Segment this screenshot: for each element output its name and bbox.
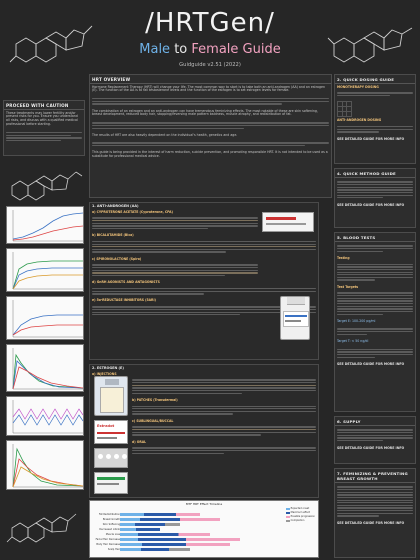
aa-lines-b <box>90 238 318 257</box>
more-info-link[interactable]: SEE DETAILED GUIDE FOR MORE INFO <box>337 136 405 141</box>
timeline-row-label: Decreased Libido <box>99 528 120 531</box>
product-cpa-box <box>262 212 314 232</box>
overview-p4: This guide is being provided in the interest of harm reduction, suicide prevention, and promoting responsible HRT. It is not intended to be used as a substitute for professional medical advice. <box>92 150 328 159</box>
aa-sub-bica: b) BICALUTAMIDE (Bica) <box>92 233 134 238</box>
timeline-row-label: Fat Redistribution <box>99 513 120 516</box>
mono-dose-table <box>337 101 352 117</box>
timeline-bar <box>120 528 160 531</box>
supply-panel <box>334 416 416 464</box>
progesterone-lines <box>335 483 415 520</box>
caution-panel <box>3 100 85 156</box>
blood-lines-1 <box>335 242 415 255</box>
overview-p2: The combination of an estrogen and an anti-androgen can have tremendous feminizing effects. The most notable of these are skin softening, breast development, reduced body hair, stopping/reversing male pattern baldness, muscle atrophy, and redistribution of fat. <box>92 108 318 117</box>
aa-title: 1. ANTI-ANDROGEN (AA) <box>92 204 139 208</box>
progesterone-panel <box>334 468 416 558</box>
molecule-cpa-icon <box>6 160 84 204</box>
e-title: 2. ESTROGEN (E) <box>92 366 124 370</box>
aa-sub-cpa: a) CYPROTERONE ACETATE (Cyproterone, CPA) <box>92 209 173 214</box>
more-info-link[interactable]: SEE DETAILED GUIDE FOR MORE INFO <box>337 362 405 367</box>
subtitle-mid: to <box>174 42 188 57</box>
timeline-bar <box>120 523 180 526</box>
chart-estradiol-cycle <box>6 396 84 436</box>
e-sub-oral: d) ORAL <box>132 439 147 444</box>
blood-lines-3 <box>335 289 415 318</box>
overview-lines-3 <box>90 139 331 150</box>
more-info-link[interactable]: SEE DETAILED GUIDE FOR MORE INFO <box>337 521 405 526</box>
timeline-bar <box>120 533 210 536</box>
timeline-row-label: Body Hair Decrease <box>96 543 120 546</box>
quick-method-lines <box>335 178 415 202</box>
aa-dosing-lines <box>335 123 415 136</box>
aa-lines-a <box>90 214 260 233</box>
aa-sub-gnrh: d) GnRH AGONISTS AND ANTAGONISTS <box>92 280 160 285</box>
timeline-bar <box>120 518 220 521</box>
mono-title: MONOTHERAPY DOSING <box>337 84 379 89</box>
aa-sub-5ari: e) 5α-REDUCTASE INHIBITORS (5ARi) <box>92 298 156 303</box>
molecule-estradiol-icon <box>6 494 84 550</box>
overview-panel <box>89 74 332 198</box>
e-lines-b <box>130 402 318 418</box>
legend-item-onset: Expected onset <box>286 507 315 510</box>
more-info-link[interactable]: SEE DETAILED GUIDE FOR MORE INFO <box>337 202 405 207</box>
timeline-bar <box>120 513 200 516</box>
aa-sub-spiro: c) SPIRONOLACTONE (Spiro) <box>92 256 142 261</box>
molecule-left-icon <box>8 4 96 70</box>
product-estradot-box <box>94 420 128 444</box>
blood-sub-targets: Test Targets <box>337 284 359 289</box>
mono-lines <box>335 89 415 100</box>
hrt-timeline-chart <box>89 500 319 558</box>
blood-title: 5. BLOOD TESTS <box>335 233 415 242</box>
blood-sub-testing: Testing <box>337 255 350 260</box>
overview-title: HRT OVERVIEW <box>90 75 331 84</box>
caution-title: PROCEED WITH CAUTION <box>4 101 84 110</box>
e-sub-sublingual: c) SUBLINGUAL/BUCCAL <box>132 418 174 423</box>
blood-lines-5 <box>335 345 415 361</box>
version-label: Guidguide v2.51 (2022) <box>179 62 241 68</box>
overview-p1: Hormone Replacement Therapy (HRT) will change your life. The most common way to start is to take both an anti-androgen (AA) and an estrogen (E). The function of the AA is to fall testosterone levels and the function of the estrogen is to set estrogen levels for female. <box>92 84 325 93</box>
product-spiro-bottle <box>280 296 310 340</box>
legend-item-max: Maximum effect <box>286 511 315 514</box>
caution-text: These treatments may lower fertility and/or present risks for you. Ensure you understand all risks, and discuss with a qualified medical professional before starting. <box>6 110 78 127</box>
chart-estradiol-injection <box>6 344 84 392</box>
page-title: /HRTGen/ <box>145 8 275 38</box>
timeline-bar <box>120 543 230 546</box>
product-pill-strip <box>94 448 128 468</box>
more-info-link[interactable]: SEE DETAILED GUIDE FOR MORE INFO <box>337 445 405 450</box>
timeline-row-label: Breast Growth <box>102 518 120 521</box>
timeline-row-label: Scalp Hair <box>107 548 120 551</box>
molecule-right-icon <box>324 4 416 70</box>
chart-spiro-levels <box>6 296 84 340</box>
quick-method-panel <box>334 168 416 228</box>
blood-lines-4 <box>335 325 415 338</box>
supply-lines <box>335 426 415 445</box>
timeline-row-label: Muscle Loss <box>105 533 120 536</box>
timeline-title: MTF HRT Effect Timeline <box>185 502 223 506</box>
chart-bica-levels <box>6 248 84 292</box>
legend-item-progression: Possible progression <box>286 515 315 518</box>
chart-sublingual <box>6 440 84 490</box>
overview-lines-1 <box>90 95 331 108</box>
chart-aa-levels <box>6 206 84 244</box>
progesterone-title: 7. FEMINIZING & PREVENTING BREAST GROWTH <box>335 469 415 483</box>
supply-title: 6. SUPPLY <box>335 417 415 426</box>
caution-lines <box>4 129 84 145</box>
timeline-legend <box>286 507 315 523</box>
aa-lines-c <box>90 261 260 280</box>
timeline-bar <box>120 538 240 541</box>
e-lines-d <box>130 444 318 457</box>
e-sub-injections: a) INJECTIONS <box>92 371 117 376</box>
legend-item-completion: Completion <box>286 519 315 522</box>
subtitle-male: Male <box>139 42 171 57</box>
e-lines-c <box>130 423 318 439</box>
estradot-label: Estradot <box>97 424 115 428</box>
product-vial <box>94 376 128 416</box>
overview-p3: The results of HRT are also heavily dependent on the individual's health, genetics and age. <box>92 132 238 137</box>
product-oral-box <box>94 472 128 494</box>
e-lines-a <box>130 376 318 397</box>
e-sub-patches: b) PATCHES (Transdermal) <box>132 397 178 402</box>
subtitle-female: Female Guide <box>191 42 281 57</box>
target-testosterone: Target T: < 50 ng/dl <box>337 338 369 343</box>
timeline-row-label: Facial Hair Decrease <box>95 538 120 541</box>
target-estradiol: Target E: 100-200 pg/ml <box>337 318 376 323</box>
qs-title: 2. QUICK DOSING GUIDE <box>335 75 415 84</box>
blood-lines-2 <box>335 260 415 284</box>
timeline-bar <box>120 548 190 551</box>
aa-dosing-title: ANTI-ANDROGEN DOSING <box>337 118 382 123</box>
blood-tests-panel <box>334 232 416 412</box>
quick-dosing-panel <box>334 74 416 164</box>
overview-lines-2 <box>90 119 331 132</box>
timeline-row-label: Skin Softening <box>102 523 120 526</box>
quick-method-title: 4. QUICK METHOD GUIDE <box>335 169 415 178</box>
